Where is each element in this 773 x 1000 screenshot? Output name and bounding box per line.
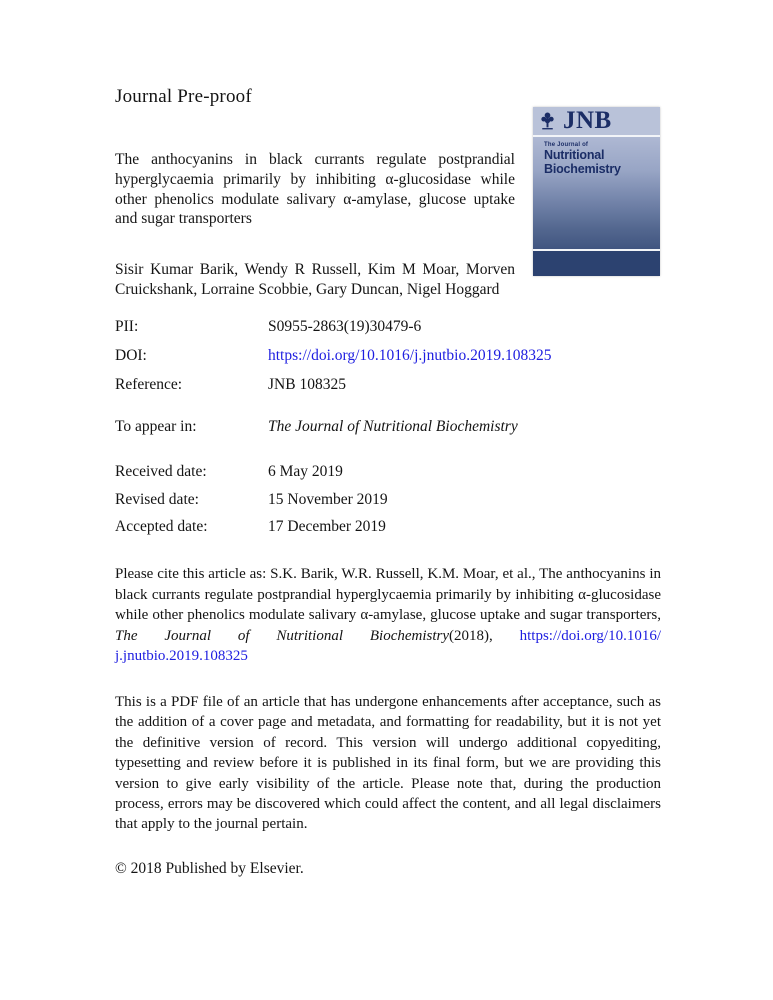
metadata-row-pii xyxy=(115,317,661,336)
metadata-table xyxy=(115,317,661,536)
citation-lead-text: Please cite this article as: S.K. Barik, W.R. Russell, K.M. Moar, et al., The anthocyanins in black currants regulate postprandial hyperglycaemia primarily by inhibiting α-glucosidase while other phenolics modulate salivary α-amylase, glucose uptake and sugar transporters, xyxy=(115,566,661,624)
citation-year: (2018), xyxy=(449,627,493,644)
article-title: The anthocyanins in black currants regulate postprandial hyperglycaemia primarily by inhibiting α-glucosidase while other phenolics modulate salivary α-amylase, glucose uptake and sugar transporters xyxy=(115,151,515,228)
metadata-row-received xyxy=(115,462,661,481)
cover-body xyxy=(533,137,660,249)
pii-value: S0955-2863(19)30479-6 xyxy=(268,318,422,335)
metadata-row-to-appear-in xyxy=(115,417,661,436)
cover-journal-name-line2: Biochemistry xyxy=(544,161,621,176)
metadata-row-reference xyxy=(115,375,661,394)
page-title: Journal Pre-proof xyxy=(115,86,252,107)
accepted-date-value: 17 December 2019 xyxy=(268,518,386,535)
disclaimer-paragraph: This is a PDF file of an article that has undergone enhancements after acceptance, such as the addition of a cover page and metadata, and formatting for readability, but it is not yet the definitive version of record. This version will undergo additional copyediting, typesetting and review before it is published in its final form, but we are providing this version to give early visibility of the article. Please note that, during the production process, errors may be discovered which could affect the content, and all legal disclaimers that apply to the journal pertain. xyxy=(115,694,661,833)
metadata-row-doi xyxy=(115,346,661,365)
journal-cover-image xyxy=(533,107,660,276)
reference-value: JNB 108325 xyxy=(268,376,346,393)
elsevier-tree-logo-icon xyxy=(540,111,555,131)
pii-label: PII: xyxy=(115,318,139,335)
article-authors: Sisir Kumar Barik, Wendy R Russell, Kim M Moar, Morven Cruickshank, Lorraine Scobbie, Gary Duncan, Nigel Hoggard xyxy=(115,261,515,298)
metadata-row-revised xyxy=(115,490,661,509)
citation-paragraph xyxy=(115,564,661,667)
received-date-value: 6 May 2019 xyxy=(268,463,343,480)
reference-label: Reference: xyxy=(115,376,183,393)
accepted-date-label: Accepted date: xyxy=(115,518,208,535)
revised-date-label: Revised date: xyxy=(115,491,199,508)
doi-link[interactable]: https://doi.org/10.1016/j.jnutbio.2019.108325 xyxy=(268,347,552,364)
to-appear-in-value: The Journal of Nutritional Biochemistry xyxy=(268,418,518,435)
received-date-label: Received date: xyxy=(115,463,207,480)
to-appear-in-label: To appear in: xyxy=(115,418,197,435)
metadata-row-accepted xyxy=(115,517,661,536)
revised-date-value: 15 November 2019 xyxy=(268,491,388,508)
journal-acronym: JNB xyxy=(563,106,612,134)
citation-journal-name: The Journal of Nutritional Biochemistry xyxy=(115,627,450,644)
citation-doi-link-part2: j.jnutbio.2019.108325 xyxy=(115,648,248,665)
copyright-line: © 2018 Published by Elsevier. xyxy=(115,860,304,877)
cover-journal-name-line1: Nutritional xyxy=(544,148,605,162)
citation-doi-link-part1: https://doi.org/10.1016/ xyxy=(519,627,662,644)
doi-label: DOI: xyxy=(115,347,147,364)
cover-journal-small-text: The Journal of xyxy=(544,142,589,148)
cover-bottom-strip xyxy=(533,249,660,276)
cover-header-band xyxy=(533,107,660,137)
